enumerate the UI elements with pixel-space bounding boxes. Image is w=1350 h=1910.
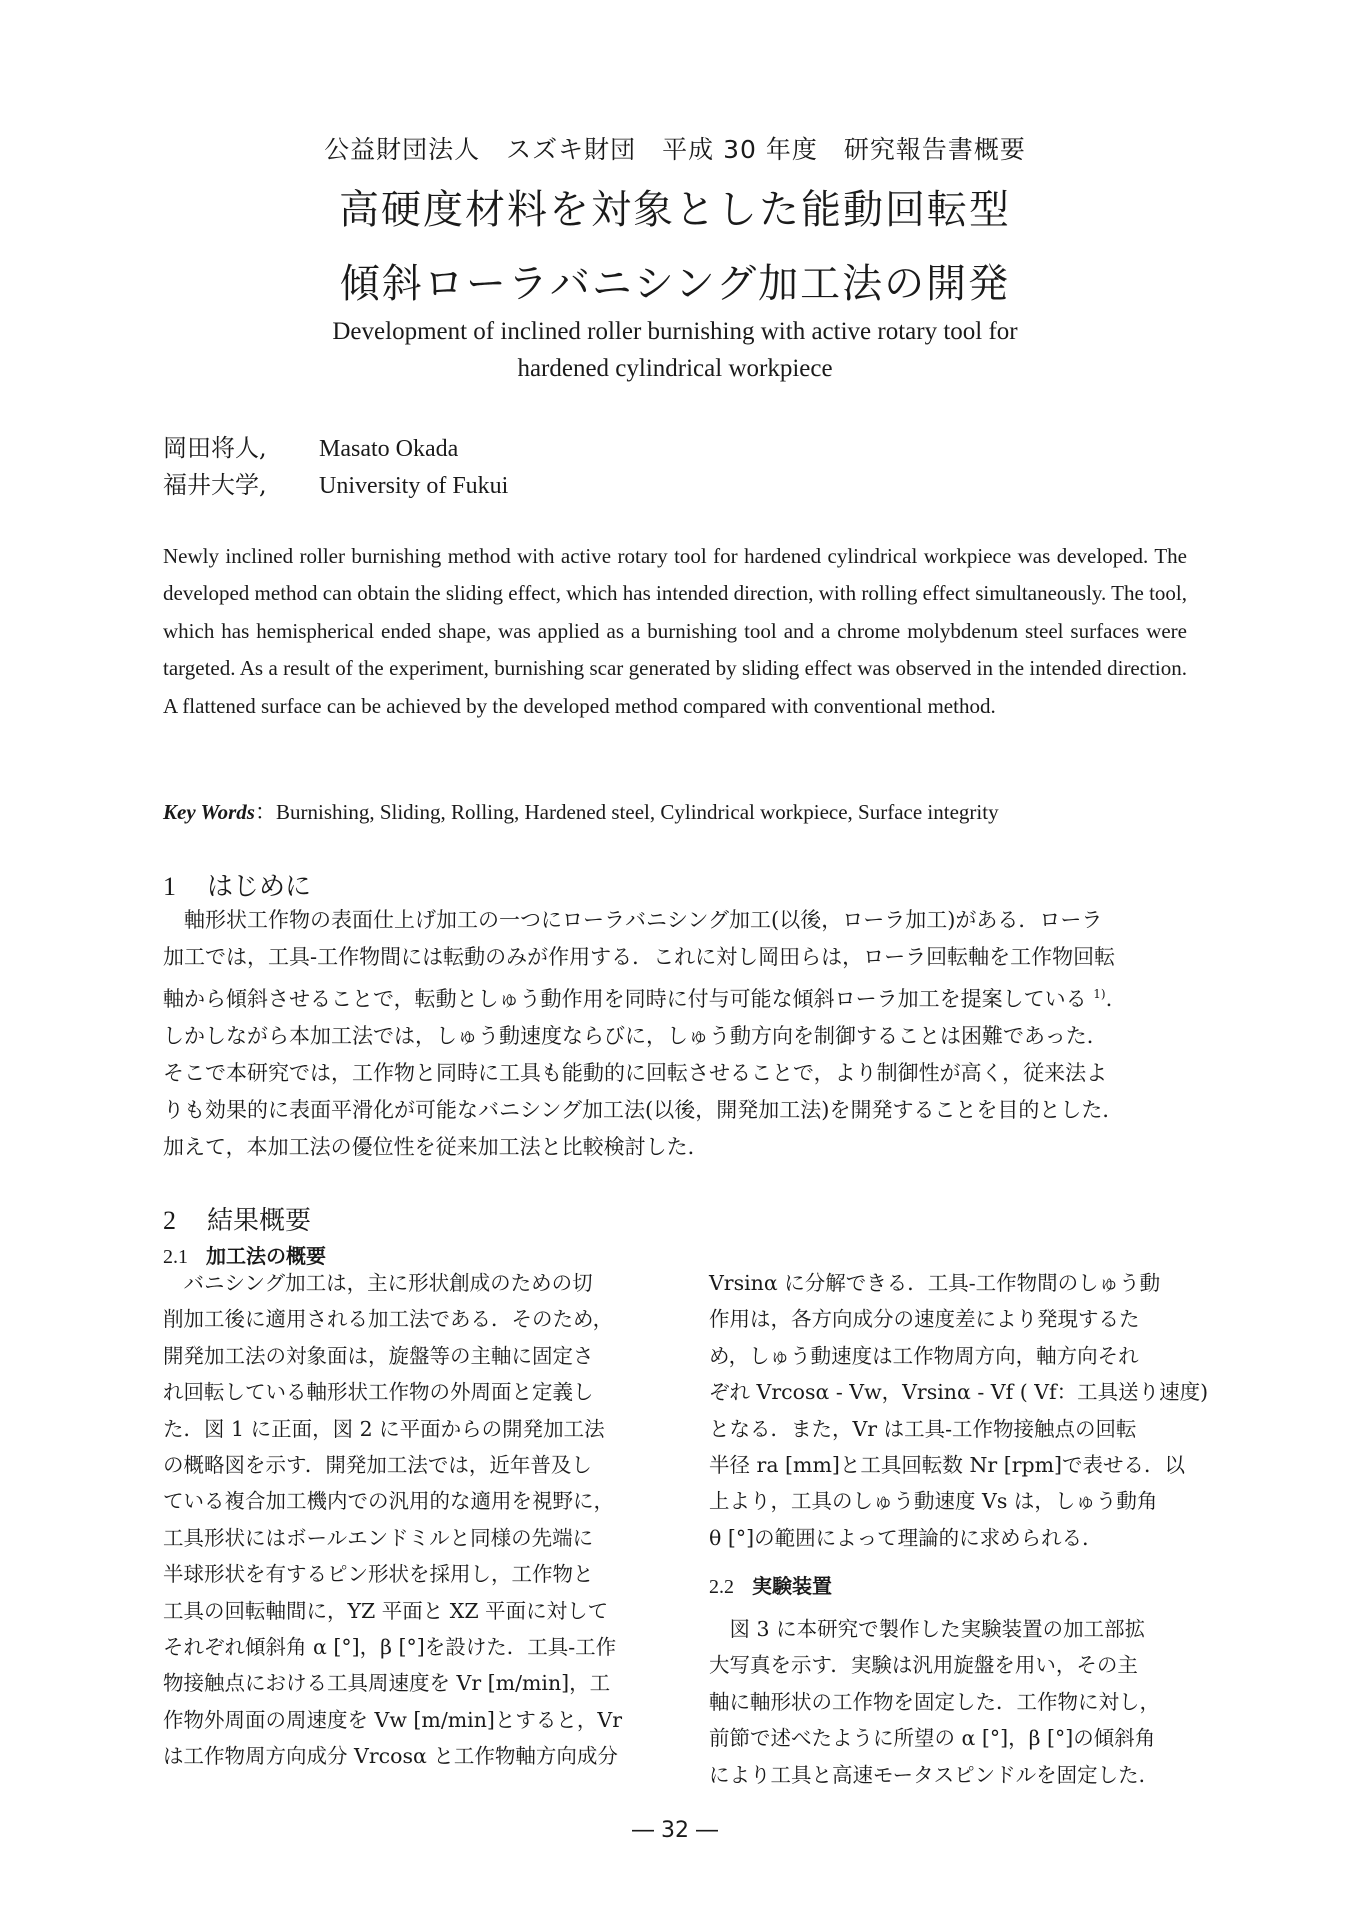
author-name-ja: 岡田将人, (163, 434, 267, 462)
section-1-number: 1 (163, 872, 176, 901)
body-line: ぞれ Vrcosα - Vw，Vrsinα - Vf ( Vf：工具送り速度) (709, 1380, 1209, 1405)
page-number: ― 32 ― (632, 1818, 718, 1843)
body-line: 大写真を示す．実験は汎用旋盤を用い，その主 (709, 1653, 1138, 1678)
body-line: 図 3 に本研究で製作した実験装置の加工部拡 (709, 1617, 1146, 1641)
body-line: 前節で述べたように所望の α [°]，β [°]の傾斜角 (709, 1726, 1156, 1751)
author-name-en: Masato Okada (319, 436, 459, 462)
body-line: め，しゅう動速度は工作物周方向，軸方向それ (709, 1343, 1139, 1368)
body-line: の概略図を示す．開発加工法では，近年普及し (163, 1453, 592, 1478)
body-line: 工具形状にはボールエンドミルと同様の先端に (163, 1525, 594, 1550)
report-header: 公益財団法人 スズキ財団 平成 30 年度 研究報告書概要 (324, 135, 1026, 164)
affiliation-row (163, 465, 508, 500)
subsection-2-2-number: 2.2 (709, 1576, 734, 1598)
body-line: バニシング加工は，主に形状創成のための切 (163, 1271, 593, 1295)
section-1-line: そこで本研究では，工作物と同時に工具も能動的に回転させることで，より制御性が高く，従来法よ (163, 1061, 1108, 1085)
body-line: となる．また，Vr は工具-工作物接触点の回転 (709, 1416, 1137, 1441)
body-line: 作用は，各方向成分の速度差により発現するた (709, 1307, 1140, 1332)
body-line: それぞれ傾斜角 α [°]，β [°]を設けた．工具-工作 (163, 1635, 617, 1660)
body-line: れ回転している軸形状工作物の外周面と定義し (163, 1380, 594, 1405)
body-line: ている複合加工機内での汎用的な適用を視野に， (163, 1489, 614, 1514)
title-ja-line-2: 傾斜ローラバニシング加工法の開発 (339, 261, 1011, 307)
section-1-line: 加工では，工具-工作物間には転動のみが作用する．これに対し岡田らは，ローラ回転軸を工作物回転 (163, 945, 1116, 969)
section-1-body (163, 902, 1187, 1166)
subsection-2-1-title: 加工法の概要 (206, 1244, 326, 1268)
body-line: た．図 1 に正面，図 2 に平面からの開発加工法 (163, 1416, 605, 1441)
body-line: 削加工後に適用される加工法である．そのため， (163, 1307, 614, 1332)
affiliation-en: University of Fukui (319, 473, 509, 499)
subsection-2-2-title: 実験装置 (752, 1574, 832, 1598)
subsection-2-1-number: 2.1 (163, 1246, 188, 1268)
section-2-left-column (163, 1265, 643, 1775)
affiliation-ja: 福井大学, (163, 471, 267, 499)
body-line: 作物外周面の周速度を Vw [m/min]とすると，Vr (163, 1707, 623, 1732)
section-2-number: 2 (163, 1206, 176, 1235)
keywords-text: Burnishing, Sliding, Rolling, Hardened steel, Cylindrical workpiece, Surface integrity (275, 800, 999, 824)
body-line: 軸に軸形状の工作物を固定した．工作物に対し， (709, 1689, 1160, 1714)
body-line: により工具と高速モータスピンドルを固定した． (709, 1762, 1160, 1787)
body-line: Vrsinα に分解できる．工具-工作物間のしゅう動 (709, 1271, 1161, 1295)
reference-mark: 1) (1093, 987, 1106, 1001)
section-1-line: りも効果的に表面平滑化が可能なバニシング加工法(以後，開発加工法)を開発することを目的とした． (163, 1098, 1124, 1122)
section-1-heading (163, 866, 311, 903)
section-2-2-body (709, 1611, 1189, 1793)
author-row (163, 428, 458, 463)
keywords-separator: ： (254, 800, 276, 824)
body-line: 工具の回転軸間に，YZ 平面と XZ 平面に対して (163, 1598, 609, 1623)
section-1-line: 軸から傾斜させることで，転動としゅう動作用を同時に付与可能な傾斜ローラ加工を提案している $^{1)}$. (163, 987, 1113, 1011)
body-line: θ [°]の範囲によって理論的に求められる． (709, 1525, 1103, 1550)
section-2-right-column (709, 1265, 1209, 1556)
keywords (163, 796, 999, 826)
subsection-2-2-heading (709, 1570, 832, 1599)
keywords-label: Key Words (163, 800, 255, 824)
section-1-line: しかしながら本加工法では，しゅう動速度ならびに，しゅう動方向を制御することは困難であった． (163, 1024, 1108, 1048)
body-line: は工作物周方向成分 Vrcosα と工作物軸方向成分 (163, 1744, 618, 1769)
body-line: 物接触点における工具周速度を Vr [m/min]，工 (163, 1671, 611, 1696)
body-line: 上より，工具のしゅう動速度 Vs は，しゅう動角 (709, 1489, 1158, 1514)
body-line: 開発加工法の対象面は，旋盤等の主軸に固定さ (163, 1343, 594, 1368)
title-en-line-2: hardened cylindrical workpiece (517, 355, 833, 382)
body-line: 半径 ra [mm]と工具回転数 Nr [rpm]で表せる．以 (709, 1453, 1186, 1478)
title-en-line-1: Development of inclined roller burnishing with active rotary tool for (332, 318, 1018, 345)
section-2-heading (163, 1200, 311, 1237)
section-1-title: はじめに (207, 872, 312, 902)
section-1-line: 加えて，本加工法の優位性を従来加工法と比較検討した． (163, 1135, 709, 1159)
section-1-line: 軸形状工作物の表面仕上げ加工の一つにローラバニシング加工(以後，ローラ加工)がある．ローラ (163, 908, 1103, 932)
abstract: Newly inclined roller burnishing method with active rotary tool for hardened cylindrical workpiece was developed. The developed method can obtain the sliding effect, which has intended direction, with rolling effect simultaneously. The tool, which has hemispherical ended shape, was applied as a burnishing tool and a chrome molybdenum steel surfaces were targeted. As a result of the experiment, burnishing scar generated by sliding effect was observed in the intended direction. A flattened surface can be achieved by the developed method compared with conventional method. (163, 544, 1187, 718)
title-ja-line-1: 高硬度材料を対象とした能動回転型 (339, 187, 1011, 233)
section-2-title: 結果概要 (207, 1206, 312, 1236)
body-line: 半球形状を有するピン形状を採用し，工作物と (163, 1562, 594, 1587)
